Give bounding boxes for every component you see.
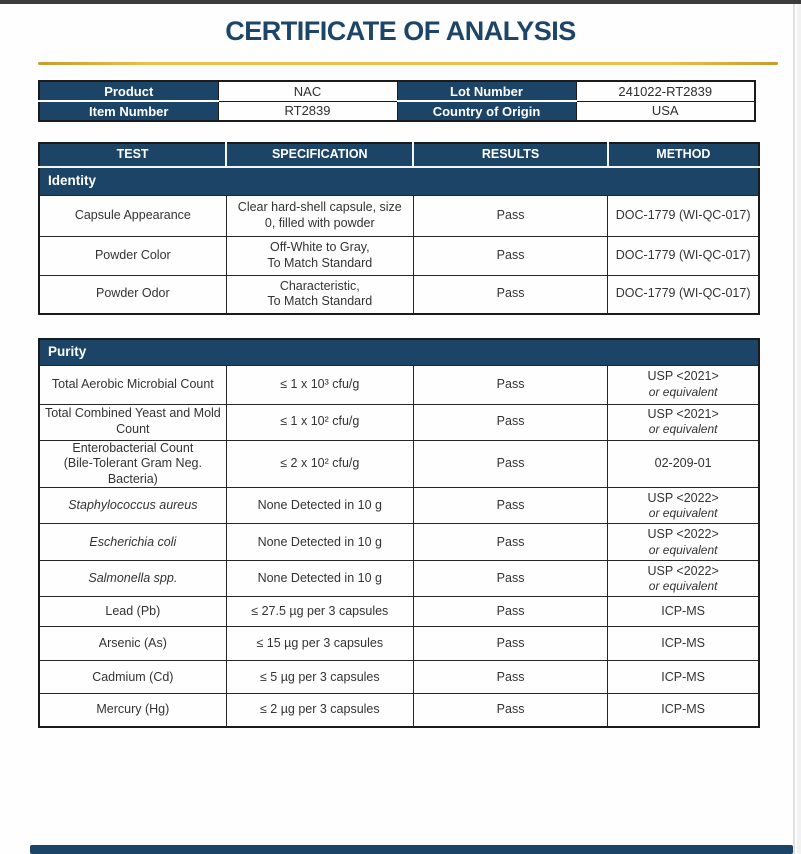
result-cell: Pass [413, 488, 607, 524]
spec-cell: Characteristic, To Match Standard [226, 275, 413, 314]
method-cell: USP <2022> or equivalent [608, 488, 759, 524]
scan-right-shadow [797, 4, 801, 854]
test-cell: Total Aerobic Microbial Count [39, 365, 226, 404]
result-cell: Pass [413, 440, 607, 488]
product-value: NAC [218, 81, 397, 101]
spec-cell: ≤ 1 x 10³ cfu/g [226, 365, 413, 404]
lot-number-label: Lot Number [397, 81, 576, 101]
footer-bar [30, 845, 793, 854]
test-cell: Total Combined Yeast and Mold Count [39, 404, 226, 440]
spec-cell: Clear hard-shell capsule, size 0, filled with powder [226, 195, 413, 236]
column-header-method: METHOD [608, 143, 759, 167]
test-cell: Cadmium (Cd) [39, 661, 226, 694]
country-value: USA [576, 101, 755, 121]
product-label: Product [39, 81, 218, 101]
method-cell: 02-209-01 [608, 440, 759, 488]
result-cell: Pass [413, 694, 607, 727]
table-row [39, 524, 759, 561]
column-header-specification: SPECIFICATION [226, 143, 413, 167]
gold-divider [38, 62, 778, 65]
test-cell: Arsenic (As) [39, 627, 226, 661]
method-cell: USP <2021> or equivalent [608, 365, 759, 404]
method-cell: DOC-1779 (WI-QC-017) [608, 275, 759, 314]
method-cell: USP <2021> or equivalent [608, 404, 759, 440]
test-cell: Staphylococcus aureus [39, 488, 226, 524]
spec-cell: ≤ 27.5 µg per 3 capsules [226, 597, 413, 627]
table-row [39, 694, 759, 727]
result-cell: Pass [413, 365, 607, 404]
result-cell: Pass [413, 561, 607, 597]
section-row [39, 339, 759, 365]
result-cell: Pass [413, 236, 607, 275]
test-cell: Capsule Appearance [39, 195, 226, 236]
result-cell: Pass [413, 597, 607, 627]
identity-table [38, 142, 760, 315]
result-cell: Pass [413, 524, 607, 561]
table-row [39, 440, 759, 488]
column-header-results: RESULTS [413, 143, 607, 167]
table-row [39, 275, 759, 314]
table-row [39, 661, 759, 694]
scan-right-edge [793, 4, 795, 854]
column-header-test: TEST [39, 143, 226, 167]
identity-section-label: Identity [39, 167, 759, 195]
result-cell: Pass [413, 195, 607, 236]
item-number-label: Item Number [39, 101, 218, 121]
table-row [39, 236, 759, 275]
lot-number-value: 241022-RT2839 [576, 81, 755, 101]
spec-cell: None Detected in 10 g [226, 488, 413, 524]
table-row [39, 627, 759, 661]
method-cell: ICP-MS [608, 661, 759, 694]
test-cell: Salmonella spp. [39, 561, 226, 597]
table-row [39, 488, 759, 524]
result-cell: Pass [413, 404, 607, 440]
test-cell: Escherichia coli [39, 524, 226, 561]
test-cell: Powder Odor [39, 275, 226, 314]
purity-table [38, 338, 760, 728]
spec-cell: ≤ 1 x 10² cfu/g [226, 404, 413, 440]
spec-cell: ≤ 2 µg per 3 capsules [226, 694, 413, 727]
result-cell: Pass [413, 661, 607, 694]
product-info-row [39, 101, 755, 121]
method-cell: DOC-1779 (WI-QC-017) [608, 236, 759, 275]
spec-cell: Off-White to Gray, To Match Standard [226, 236, 413, 275]
test-cell: Powder Color [39, 236, 226, 275]
test-cell: Enterobacterial Count (Bile-Tolerant Gram Neg. Bacteria) [39, 440, 226, 488]
product-info-table [38, 80, 756, 122]
document-title: CERTIFICATE OF ANALYSIS [225, 16, 576, 46]
method-cell: USP <2022> or equivalent [608, 524, 759, 561]
test-cell: Mercury (Hg) [39, 694, 226, 727]
scan-top-edge [0, 0, 801, 4]
item-number-value: RT2839 [218, 101, 397, 121]
test-cell: Lead (Pb) [39, 597, 226, 627]
table-row [39, 597, 759, 627]
spec-cell: None Detected in 10 g [226, 524, 413, 561]
method-cell: ICP-MS [608, 597, 759, 627]
result-cell: Pass [413, 627, 607, 661]
spec-cell: ≤ 2 x 10² cfu/g [226, 440, 413, 488]
spec-cell: ≤ 15 µg per 3 capsules [226, 627, 413, 661]
spec-cell: None Detected in 10 g [226, 561, 413, 597]
table-row [39, 195, 759, 236]
spec-cell: ≤ 5 µg per 3 capsules [226, 661, 413, 694]
table-row [39, 561, 759, 597]
result-cell: Pass [413, 275, 607, 314]
method-cell: ICP-MS [608, 627, 759, 661]
method-cell: USP <2022> or equivalent [608, 561, 759, 597]
purity-section-label: Purity [39, 339, 759, 365]
column-header-row [39, 143, 759, 167]
country-label: Country of Origin [397, 101, 576, 121]
table-row [39, 365, 759, 404]
method-cell: DOC-1779 (WI-QC-017) [608, 195, 759, 236]
section-row [39, 167, 759, 195]
method-cell: ICP-MS [608, 694, 759, 727]
table-row [39, 404, 759, 440]
product-info-row [39, 81, 755, 101]
